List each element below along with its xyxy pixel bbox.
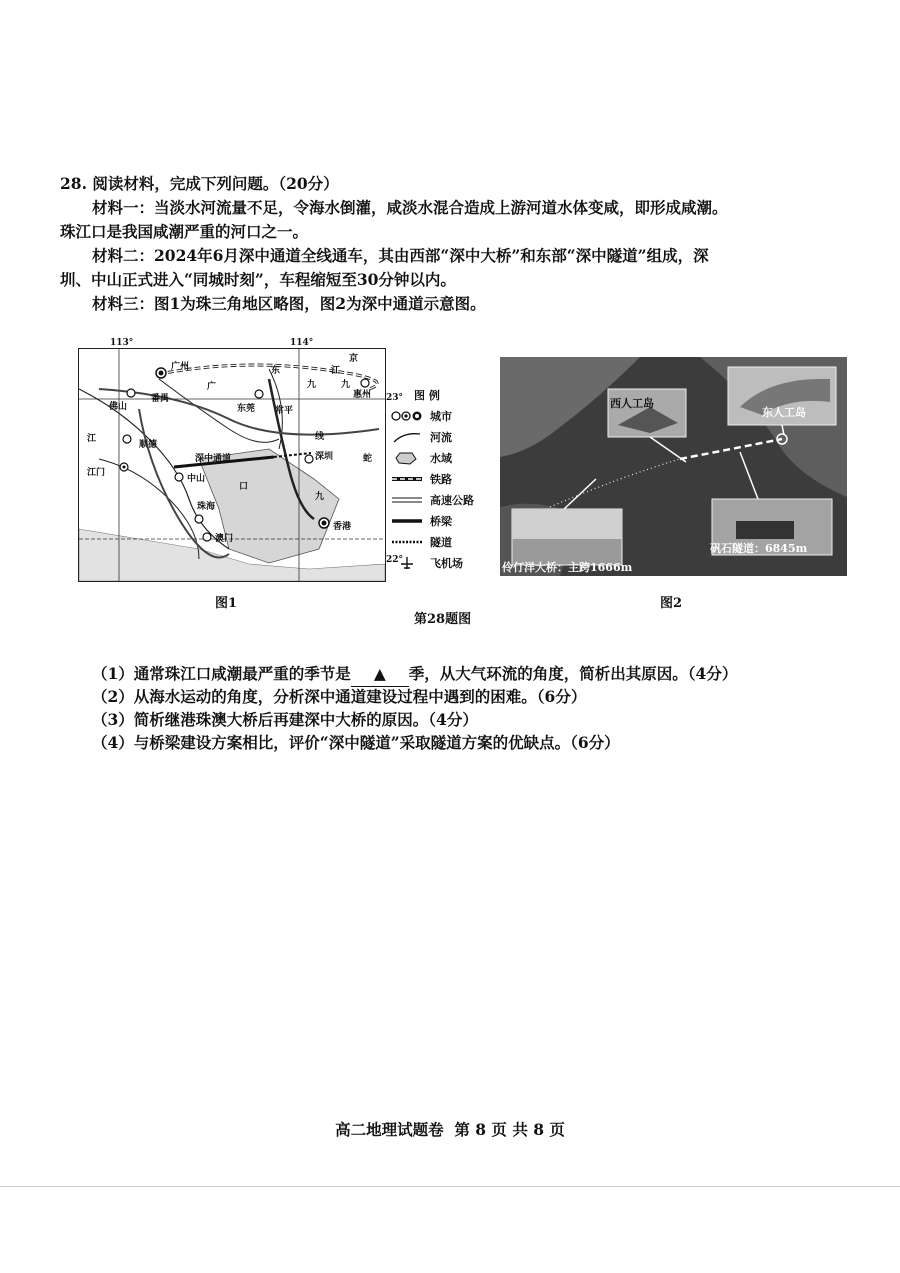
map-label: 深中通道 [195, 454, 232, 464]
map-label: 常平 [275, 406, 294, 416]
figure2-caption: 图2 [660, 596, 683, 611]
subquestion-1 [92, 662, 737, 687]
page-footer: 高二地理试题卷 第 8 页 共 8 页 [335, 1120, 565, 1139]
map-label: 江 [87, 434, 97, 444]
lat-label-22: 22° [386, 555, 404, 565]
map-label: 澳门 [215, 534, 234, 544]
map-label: 九 [307, 380, 317, 390]
pearl-river-delta-map [78, 348, 386, 582]
map-label: 九 [315, 492, 325, 502]
map-label: 东 [271, 366, 281, 376]
material-two-cont: 圳、中山正式进入“同城时刻”，车程缩短至30分钟以内。 [60, 270, 456, 289]
legend-airport [390, 552, 500, 573]
tunnel-length-label: 矾石隧道：6845m [710, 542, 808, 555]
east-island-label: 东人工岛 [762, 406, 806, 419]
legend-label: 城市 [430, 409, 452, 423]
legend-label: 桥梁 [430, 514, 452, 528]
map-label: 广 [207, 382, 217, 392]
answer-blank: ▲ [351, 662, 409, 687]
map-label: 番禺 [151, 394, 170, 404]
legend-bridge [390, 510, 500, 531]
material-two: 材料二：2024年6月深中通道全线通车，其由西部“深中大桥”和东部“深中隧道”组成，深 [92, 246, 709, 265]
map-label: 京 [349, 354, 359, 364]
subquestion-1-suffix: 季，从大气环流的角度，简析出其原因。（4分） [408, 664, 738, 683]
lon-label-114: 114° [290, 338, 314, 348]
lat-label-23: 23° [386, 393, 404, 403]
legend-highway [390, 489, 500, 510]
legend-city [390, 405, 500, 426]
legend-title: 图 例 [414, 388, 440, 402]
map-label: 顺德 [139, 440, 158, 450]
map-label: 广州 [171, 362, 190, 372]
legend-water [390, 447, 500, 468]
map-label: 线 [315, 432, 325, 442]
railway-symbol-icon [390, 472, 424, 486]
legend-label: 隧道 [430, 535, 452, 549]
figure-title: 第28题图 [414, 612, 472, 627]
material-one: 材料一：当淡水河流量不足，令海水倒灌，咸淡水混合造成上游河道水体变咸，即形成咸潮。 [92, 198, 728, 217]
map-label: 蛇 [363, 454, 373, 464]
map-label: 中山 [187, 474, 206, 484]
question-header: 28. 阅读材料，完成下列问题。（20分） [60, 174, 339, 193]
subquestion-3: （3）简析继港珠澳大桥后再建深中大桥的原因。（4分） [92, 710, 478, 729]
map-label: 口 [239, 482, 249, 492]
legend-tunnel [390, 531, 500, 552]
map-label: 东莞 [237, 404, 256, 414]
shenzhong-link-photo [500, 357, 847, 576]
city-symbol-icon [390, 409, 424, 423]
figure1-caption: 图1 [215, 596, 238, 611]
map-label: 惠州 [353, 390, 372, 400]
legend-railway [390, 468, 500, 489]
bridge-symbol-icon [390, 514, 424, 528]
subquestion-4: （4）与桥梁建设方案相比，评价“深中隧道”采取隧道方案的优缺点。（6分） [92, 733, 620, 752]
map-legend [390, 384, 500, 573]
legend-label: 水域 [430, 451, 452, 465]
legend-label: 飞机场 [430, 556, 463, 570]
material-three: 材料三：图1为珠三角地区略图，图2为深中通道示意图。 [92, 294, 486, 313]
map-label: 九 [341, 380, 351, 390]
map-label: 佛山 [109, 402, 128, 412]
legend-label: 铁路 [430, 472, 452, 486]
bottom-divider [0, 1186, 900, 1187]
map-label: 香港 [333, 522, 352, 532]
map-label: 江 [331, 366, 341, 376]
bridge-span-label: 伶仃洋大桥：主跨1666m [502, 561, 633, 574]
map-label: 珠海 [197, 502, 216, 512]
map-label: 深圳 [315, 452, 334, 462]
highway-symbol-icon [390, 493, 424, 507]
river-symbol-icon [390, 430, 424, 444]
subquestion-2: （2）从海水运动的角度，分析深中通道建设过程中遇到的困难。（6分） [92, 687, 587, 706]
water-symbol-icon [390, 451, 424, 465]
legend-label: 河流 [430, 430, 452, 444]
tunnel-symbol-icon [390, 535, 424, 549]
material-one-cont: 珠江口是我国咸潮严重的河口之一。 [60, 222, 309, 241]
map-label: 江门 [87, 468, 106, 478]
west-island-label: 西人工岛 [610, 397, 654, 410]
lon-label-113: 113° [110, 338, 134, 348]
legend-river [390, 426, 500, 447]
airplane-icon [390, 556, 424, 570]
legend-label: 高速公路 [430, 493, 474, 507]
subquestion-1-prefix: （1）通常珠江口咸潮最严重的季节是 [92, 664, 351, 683]
